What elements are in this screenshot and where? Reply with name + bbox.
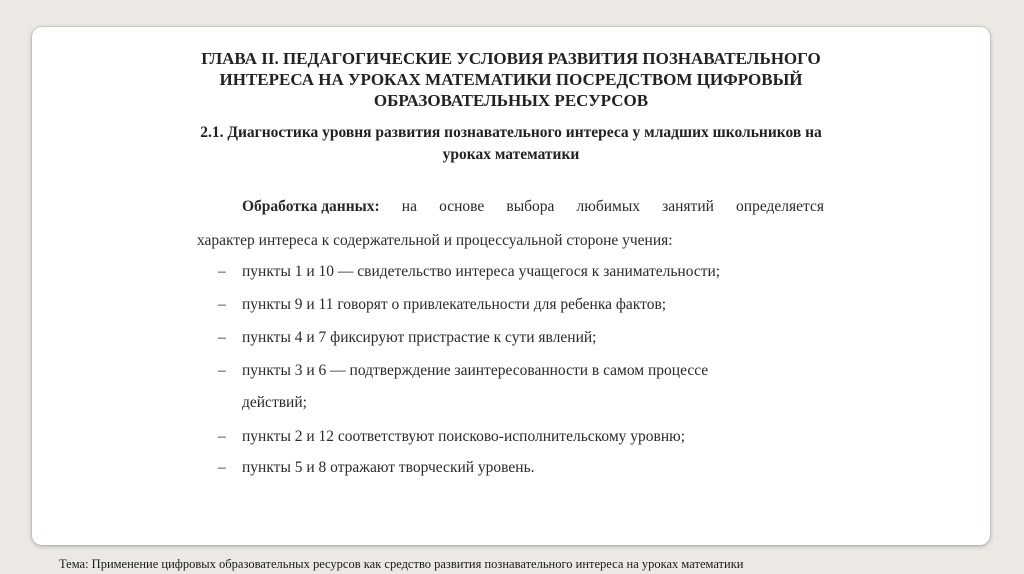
section-subtitle-line: 2.1. Диагностика уровня развития познавательного интереса у младших школьников на (200, 124, 822, 141)
chapter-title-line: ИНТЕРЕСА НА УРОКАХ МАТЕМАТИКИ ПОСРЕДСТВОМ ЦИФРОВЫЙ (219, 70, 803, 89)
intro-word: любимых (576, 198, 640, 215)
list-item: пункты 9 и 11 говорят о привлекательности для ребенка фактов; (242, 296, 667, 313)
bullet-dash: – (218, 263, 226, 280)
intro-label: Обработка данных: (242, 198, 380, 215)
bullet-dash: – (218, 428, 226, 445)
list-item: пункты 4 и 7 фиксируют пристрастие к сути явлений; (242, 329, 597, 346)
slide-panel (32, 27, 990, 545)
list-item: пункты 3 и 6 — подтверждение заинтересованности в самом процессе (242, 362, 709, 379)
bullet-dash: – (218, 459, 226, 476)
intro-word: на (401, 198, 417, 215)
intro-paragraph-line-2: характер интереса к содержательной и процессуальной стороне учения: (197, 232, 673, 249)
chapter-title-line: ГЛАВА II. ПЕДАГОГИЧЕСКИЕ УСЛОВИЯ РАЗВИТИЯ ПОЗНАВАТЕЛЬНОГО (201, 49, 821, 68)
list-item: пункты 1 и 10 — свидетельство интереса учащегося к занимательности; (242, 263, 721, 280)
intro-paragraph-line-1 (242, 197, 824, 217)
bullet-dash: – (218, 296, 226, 313)
section-subtitle-line: уроках математики (442, 146, 580, 163)
list-item-continuation: действий; (242, 394, 307, 411)
list-item: пункты 2 и 12 соответствуют поисково-исполнительскому уровню; (242, 428, 686, 445)
intro-word: выбора (506, 198, 555, 215)
intro-word: определяется (736, 198, 824, 215)
footer-topic: Тема: Применение цифровых образовательных ресурсов как средство развития познавательного интереса на уроках математики (59, 557, 744, 571)
bullet-dash: – (218, 329, 226, 346)
chapter-title-line: ОБРАЗОВАТЕЛЬНЫХ РЕСУРСОВ (373, 91, 649, 110)
bullet-dash: – (218, 362, 226, 379)
intro-word: занятий (662, 198, 714, 215)
chapter-title (32, 48, 990, 111)
list-item: пункты 5 и 8 отражают творческий уровень. (242, 459, 535, 476)
section-subtitle (32, 122, 990, 166)
intro-word: основе (439, 198, 485, 215)
